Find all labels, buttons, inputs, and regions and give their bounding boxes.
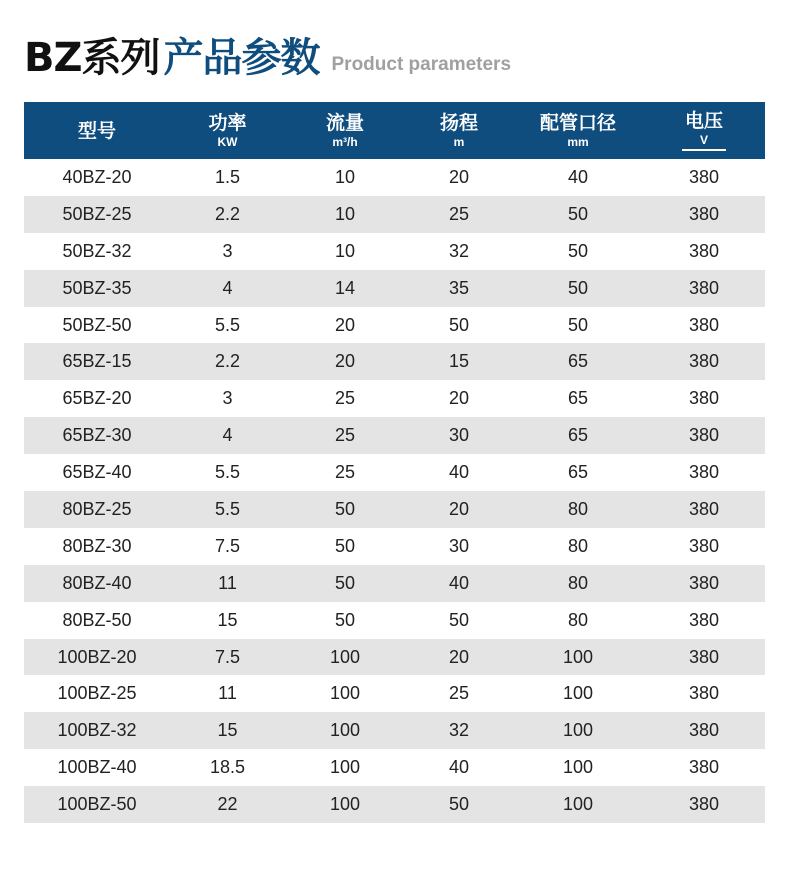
head-cell: 50 — [405, 307, 513, 344]
header-power-unit: KW — [217, 135, 238, 149]
pipe-size-cell: 80 — [513, 528, 643, 565]
header-power — [170, 102, 285, 159]
power-cell: 5.5 — [170, 491, 285, 528]
flow-cell: 10 — [285, 159, 405, 196]
voltage-cell: 380 — [643, 491, 765, 528]
table-row — [24, 417, 765, 454]
voltage-cell: 380 — [643, 712, 765, 749]
pipe-size-cell: 100 — [513, 639, 643, 676]
voltage-cell: 380 — [643, 749, 765, 786]
model-cell: 100BZ-32 — [24, 712, 170, 749]
flow-cell: 100 — [285, 749, 405, 786]
power-cell: 11 — [170, 565, 285, 602]
header-power-label: 功率 — [208, 112, 247, 134]
page-title — [24, 26, 511, 82]
head-cell: 30 — [405, 528, 513, 565]
power-cell: 18.5 — [170, 749, 285, 786]
pipe-size-cell: 50 — [513, 307, 643, 344]
power-cell: 2.2 — [170, 196, 285, 233]
power-cell: 3 — [170, 233, 285, 270]
header-voltage-unit: V — [682, 133, 726, 151]
table-row — [24, 786, 765, 823]
model-cell: 100BZ-50 — [24, 786, 170, 823]
header-row — [24, 102, 765, 159]
power-cell: 2.2 — [170, 343, 285, 380]
model-cell: 50BZ-32 — [24, 233, 170, 270]
model-cell: 80BZ-30 — [24, 528, 170, 565]
head-cell: 50 — [405, 602, 513, 639]
header-flow — [285, 102, 405, 159]
table-row — [24, 159, 765, 196]
header-model-label: 型号 — [77, 119, 116, 142]
flow-cell: 10 — [285, 196, 405, 233]
header-flow-label: 流量 — [325, 112, 364, 134]
head-cell: 40 — [405, 454, 513, 491]
header-head-unit: m — [453, 135, 465, 149]
power-cell: 15 — [170, 602, 285, 639]
voltage-cell: 380 — [643, 159, 765, 196]
head-cell: 25 — [405, 196, 513, 233]
model-cell: 65BZ-30 — [24, 417, 170, 454]
flow-cell: 100 — [285, 639, 405, 676]
voltage-cell: 380 — [643, 528, 765, 565]
head-cell: 20 — [405, 639, 513, 676]
pipe-size-cell: 100 — [513, 675, 643, 712]
table-row — [24, 491, 765, 528]
table-row — [24, 602, 765, 639]
header-model — [24, 102, 170, 159]
voltage-cell: 380 — [643, 675, 765, 712]
model-cell: 50BZ-50 — [24, 307, 170, 344]
power-cell: 7.5 — [170, 639, 285, 676]
table-row — [24, 233, 765, 270]
flow-cell: 20 — [285, 307, 405, 344]
head-cell: 20 — [405, 380, 513, 417]
table-row — [24, 343, 765, 380]
pipe-size-cell: 65 — [513, 417, 643, 454]
head-cell: 20 — [405, 491, 513, 528]
voltage-cell: 380 — [643, 380, 765, 417]
power-cell: 5.5 — [170, 307, 285, 344]
pipe-size-cell: 50 — [513, 270, 643, 307]
pipe-size-cell: 80 — [513, 602, 643, 639]
voltage-cell: 380 — [643, 233, 765, 270]
table-row — [24, 380, 765, 417]
head-cell: 15 — [405, 343, 513, 380]
model-cell: 100BZ-25 — [24, 675, 170, 712]
flow-cell: 20 — [285, 343, 405, 380]
flow-cell: 25 — [285, 380, 405, 417]
table-row — [24, 749, 765, 786]
parameter-table — [24, 102, 765, 823]
voltage-cell: 380 — [643, 343, 765, 380]
table-row — [24, 712, 765, 749]
voltage-cell: 380 — [643, 307, 765, 344]
voltage-cell: 380 — [643, 602, 765, 639]
head-cell: 40 — [405, 749, 513, 786]
power-cell: 15 — [170, 712, 285, 749]
flow-cell: 25 — [285, 454, 405, 491]
model-cell: 50BZ-25 — [24, 196, 170, 233]
table-row — [24, 528, 765, 565]
power-cell: 3 — [170, 380, 285, 417]
flow-cell: 25 — [285, 417, 405, 454]
flow-cell: 10 — [285, 233, 405, 270]
head-cell: 30 — [405, 417, 513, 454]
table-header — [24, 102, 765, 159]
head-cell: 25 — [405, 675, 513, 712]
pipe-size-cell: 65 — [513, 343, 643, 380]
pipe-size-cell: 100 — [513, 749, 643, 786]
flow-cell: 50 — [285, 602, 405, 639]
model-cell: 80BZ-40 — [24, 565, 170, 602]
voltage-cell: 380 — [643, 454, 765, 491]
header-voltage — [643, 102, 765, 159]
power-cell: 5.5 — [170, 454, 285, 491]
pipe-size-cell: 50 — [513, 233, 643, 270]
head-cell: 20 — [405, 159, 513, 196]
head-cell: 32 — [405, 712, 513, 749]
flow-cell: 50 — [285, 565, 405, 602]
table-body — [24, 159, 765, 823]
voltage-cell: 380 — [643, 639, 765, 676]
power-cell: 7.5 — [170, 528, 285, 565]
voltage-cell: 380 — [643, 196, 765, 233]
pipe-size-cell: 80 — [513, 565, 643, 602]
title-series: BZ系列 — [24, 35, 160, 81]
pipe-size-cell: 80 — [513, 491, 643, 528]
power-cell: 11 — [170, 675, 285, 712]
model-cell: 80BZ-50 — [24, 602, 170, 639]
head-cell: 50 — [405, 786, 513, 823]
model-cell: 80BZ-25 — [24, 491, 170, 528]
model-cell: 50BZ-35 — [24, 270, 170, 307]
flow-cell: 100 — [285, 675, 405, 712]
voltage-cell: 380 — [643, 270, 765, 307]
table-row — [24, 454, 765, 491]
head-cell: 35 — [405, 270, 513, 307]
power-cell: 22 — [170, 786, 285, 823]
voltage-cell: 380 — [643, 417, 765, 454]
pipe-size-cell: 50 — [513, 196, 643, 233]
pipe-size-cell: 40 — [513, 159, 643, 196]
table-row — [24, 270, 765, 307]
voltage-cell: 380 — [643, 565, 765, 602]
power-cell: 4 — [170, 270, 285, 307]
table-row — [24, 196, 765, 233]
header-voltage-unit-wrap — [643, 133, 765, 151]
head-cell: 32 — [405, 233, 513, 270]
header-head-label: 扬程 — [439, 112, 478, 134]
table-row — [24, 565, 765, 602]
model-cell: 100BZ-20 — [24, 639, 170, 676]
model-cell: 65BZ-20 — [24, 380, 170, 417]
model-cell: 65BZ-40 — [24, 454, 170, 491]
flow-cell: 14 — [285, 270, 405, 307]
table-row — [24, 307, 765, 344]
header-pipe — [513, 102, 643, 159]
model-cell: 65BZ-15 — [24, 343, 170, 380]
power-cell: 1.5 — [170, 159, 285, 196]
header-voltage-label: 电压 — [684, 110, 723, 132]
flow-cell: 100 — [285, 786, 405, 823]
header-head — [405, 102, 513, 159]
power-cell: 4 — [170, 417, 285, 454]
title-subtitle: Product parameters — [331, 54, 512, 75]
flow-cell: 100 — [285, 712, 405, 749]
voltage-cell: 380 — [643, 786, 765, 823]
title-accent: 产品参数 — [163, 35, 320, 81]
flow-cell: 50 — [285, 491, 405, 528]
table-row — [24, 639, 765, 676]
model-cell: 100BZ-40 — [24, 749, 170, 786]
pipe-size-cell: 100 — [513, 786, 643, 823]
head-cell: 40 — [405, 565, 513, 602]
pipe-size-cell: 65 — [513, 454, 643, 491]
header-pipe-unit: mm — [567, 135, 589, 149]
flow-cell: 50 — [285, 528, 405, 565]
model-cell: 40BZ-20 — [24, 159, 170, 196]
pipe-size-cell: 100 — [513, 712, 643, 749]
header-flow-unit: m³/h — [332, 135, 358, 149]
header-pipe-label: 配管口径 — [539, 112, 616, 134]
table-row — [24, 675, 765, 712]
pipe-size-cell: 65 — [513, 380, 643, 417]
